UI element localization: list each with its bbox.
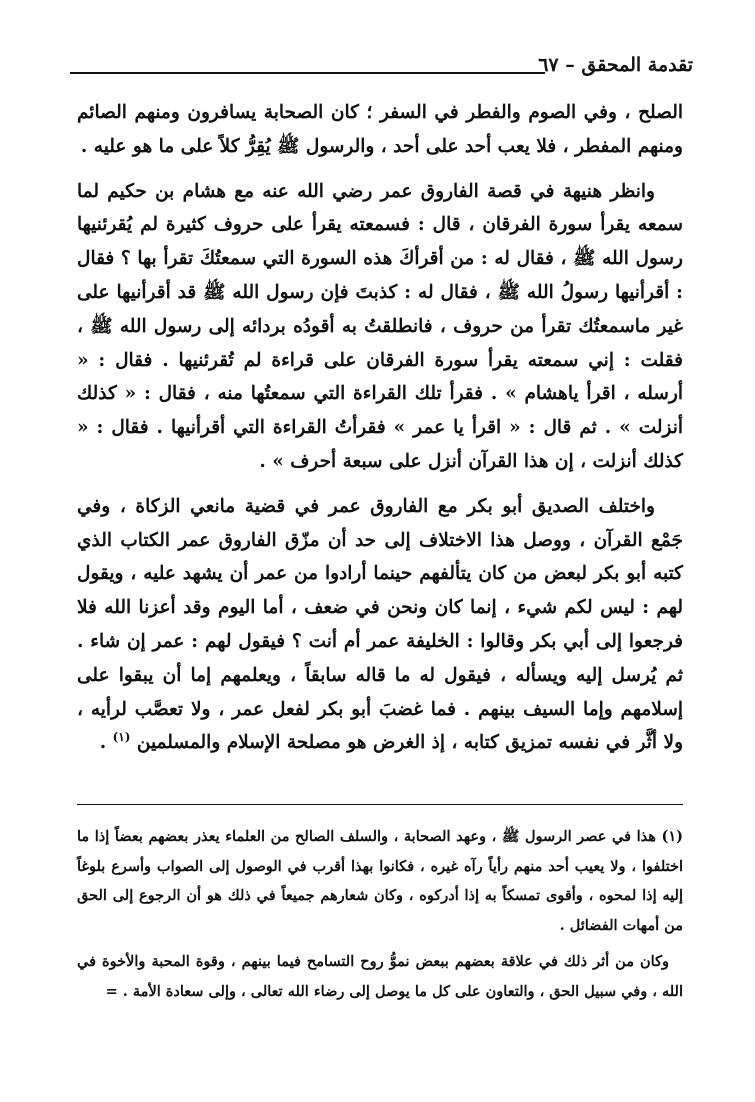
- paragraph-3-text: واختلف الصديق أبو بكر مع الفاروق عمر في قضية مانعي الزكاة ، وفي جَمْع القرآن ، ووصل هذا الاختلاف إلى حد أن مزّق الفاروق عمر الكتاب الذي كتبه أبو بكر لبعض من كان يتألفهم حينما أرادوا من عمر أن يشهد عليه ، ويقول لهم : ليس لكم شيء ، إنما كان ونحن في ضعف ، أما اليوم وقد أعزنا الله فلا فرجعوا إلى أبي بكر وقالوا : الخليفة عمر أم أنت ؟ فيقول لهم : عمر إن شاء . ثم يُرسل إليه ويسأله ، فيقول له ما قاله سابقاً ، ويعلمهم إما أن يبقوا على إسلامهم وإما السيف بينهم . فما غضبَ أبو بكر لفعل عمر ، ولا تعصَّب لرأيه ، ولا أثَّر في نفسه تمزيق كتابه ، إذ الغرض هو مصلحة الإسلام والمسلمين: [77, 495, 683, 754]
- header-rule: [70, 72, 545, 74]
- page-header-title: تقدمة المحقق – ٦٧: [538, 54, 693, 76]
- main-text: [77, 96, 683, 760]
- paragraph-2: وانظر هنيهة في قصة الفاروق عمر رضي الله عنه مع هشام بن حكيم لما سمعه يقرأ سورة الفرقان ، قال : فسمعته يقرأ على حروف كثيرة لم يُقرئنيها رسول الله ﷺ ، فقال له : من أقرأكَ هذه السورة التي سمعتُكَ تقرأ بها ؟ فقال : أقرأنيها رسولُ الله ﷺ ، فقال له : كذبتَ فإن رسول الله ﷺ قد أقرأنيها على غير ماسمعتُك تقرأ من حروف ، فانطلقتُ به أقودُه بردائه إلى رسول الله ﷺ ، فقلت : إني سمعته يقرأ سورة الفرقان على قراءة لم تُقرئنيها . فقال : « أرسله ، اقرأ ياهشام » . فقرأ تلك القراءة التي سمعتُها منه ، فقال : « كذلك أنزلت » . ثم قال : « اقرأ يا عمر » فقرأتُ القراءة التي أقرأنيها . فقال : « كذلك أنزلت ، إن هذا القرآن أنزل على سبعة أحرف » .: [77, 180, 683, 472]
- footnote-1: (١) هذا في عصر الرسول ﷺ ، وعهد الصحابة ، والسلف الصالح من العلماء يعذر بعضهم بعضاً إذا ما اختلفوا ، ولا يعيب أحد منهم رأياً رآه غيره ، فكانوا بهذا أقرب في الوصول إلى الصواب وأسرع بلوغاً إليه إذا لمحوه ، وأقوى تمسكاً به إذا أدركوه ، وكان شعارهم جميعاً في ذلك هو أن الرجوع إلى الحق من أمهات الفضائل .: [77, 828, 683, 934]
- paragraph-3: واختلف الصديق أبو بكر مع الفاروق عمر في قضية مانعي الزكاة ، وفي جَمْع القرآن ، ووصل هذا الاختلاف إلى حد أن مزّق الفاروق عمر الكتاب الذي كتبه أبو بكر لبعض من كان يتألفهم حينما أرادوا من عمر أن يشهد عليه ، ويقول لهم : ليس لكم شيء ، إنما كان ونحن في ضعف ، أما اليوم وقد أعزنا الله فلا فرجعوا إلى أبي بكر وقالوا : الخليفة عمر أم أنت ؟ فيقول لهم : عمر إن شاء . ثم يُرسل إليه ويسأله ، فيقول له ما قاله سابقاً ، ويعلمهم إما أن يبقوا على إسلامهم وإما السيف بينهم . فما غضبَ أبو بكر لفعل عمر ، ولا تعصَّب لرأيه ، ولا أثَّر في نفسه تمزيق كتابه ، إذ الغرض هو مصلحة الإسلام والمسلمين $^{(١)}$ .: [77, 495, 683, 754]
- running-head: [70, 52, 693, 82]
- footnotes: [77, 822, 683, 1006]
- paragraph-1: الصلح ، وفي الصوم والفطر في السفر ؛ كان الصحابة يسافرون ومنهم الصائم ومنهم المفطر ، فلا يعب أحد على أحد ، والرسول ﷺ يُقِرُّ كلاً على ما هو عليه .: [77, 102, 683, 157]
- footnote-divider: [77, 804, 683, 805]
- footnote-reference: (١): [112, 730, 131, 745]
- footnote-1-continued: وكان من أثر ذلك في علاقة بعضهم ببعض نموُّ روح التسامح فيما بينهم ، وقوة المحبة والأخوة في الله ، وفي سبيل الحق ، والتعاون على كل ما يوصل إلى رضاء الله تعالى ، وإلى سعادة الأمة . =: [77, 953, 683, 1000]
